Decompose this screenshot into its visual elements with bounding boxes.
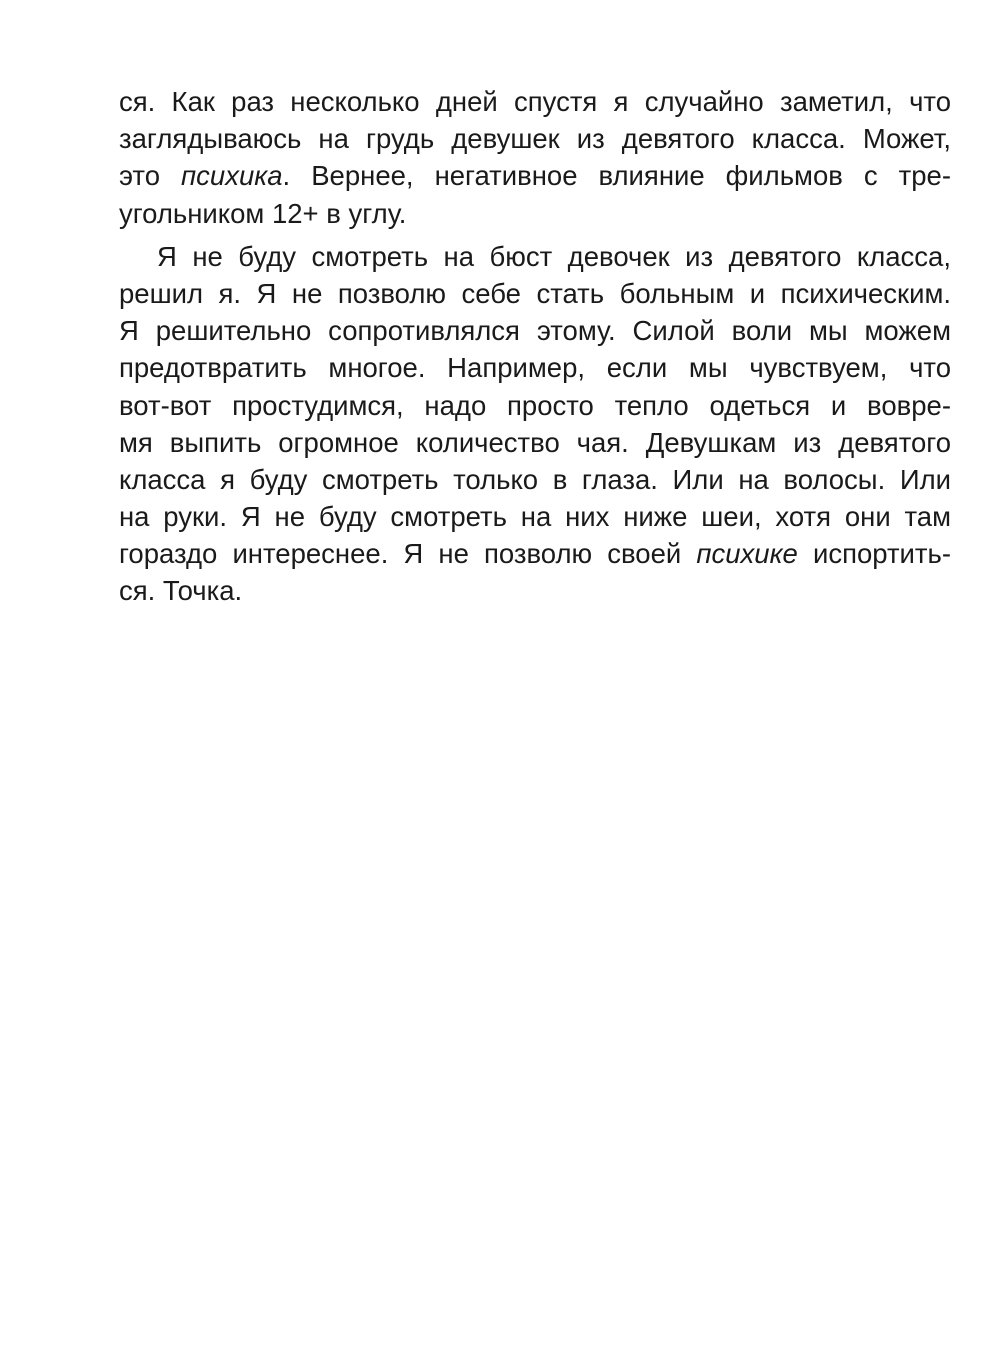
text-line: это психика. Вернее, негативное влияние фильмов с тре- (119, 160, 951, 192)
text-line: Я не буду смотреть на бюст девочек из девятого класса, (157, 240, 951, 272)
text-line: гораздо интереснее. Я не позволю своей психике испортить- (119, 538, 951, 570)
text-line: мя выпить огромное количество чая. Девушкам из девятого (119, 426, 951, 458)
text-line: предотвратить многое. Например, если мы чувствуем, что (119, 352, 951, 384)
paragraph-1 (119, 83, 951, 232)
text-line: вот-вот простудимся, надо просто тепло одеться и вовре- (119, 389, 951, 421)
italic-term: психика (181, 160, 283, 192)
text-line: ся. Как раз несколько дней спустя я случайно заметил, что (119, 86, 951, 117)
body-text (119, 83, 951, 610)
text-line: Я решительно сопротивлялся этому. Силой воли мы можем (119, 315, 951, 347)
text-line: ся. Точка. (119, 575, 243, 607)
text-line: угольником 12+ в углу. (119, 197, 407, 229)
italic-term: психике (696, 538, 798, 570)
text-line: на руки. Я не буду смотреть на них ниже шеи, хотя они там (119, 501, 951, 533)
text-line: заглядываюсь на грудь девушек из девятого класса. Может, (119, 123, 951, 155)
text-line: решил я. Я не позволю себе стать больным и психическим. (119, 277, 951, 309)
paragraph-2 (119, 238, 951, 610)
text-line: класса я буду смотреть только в глаза. Или на волосы. Или (119, 463, 951, 495)
